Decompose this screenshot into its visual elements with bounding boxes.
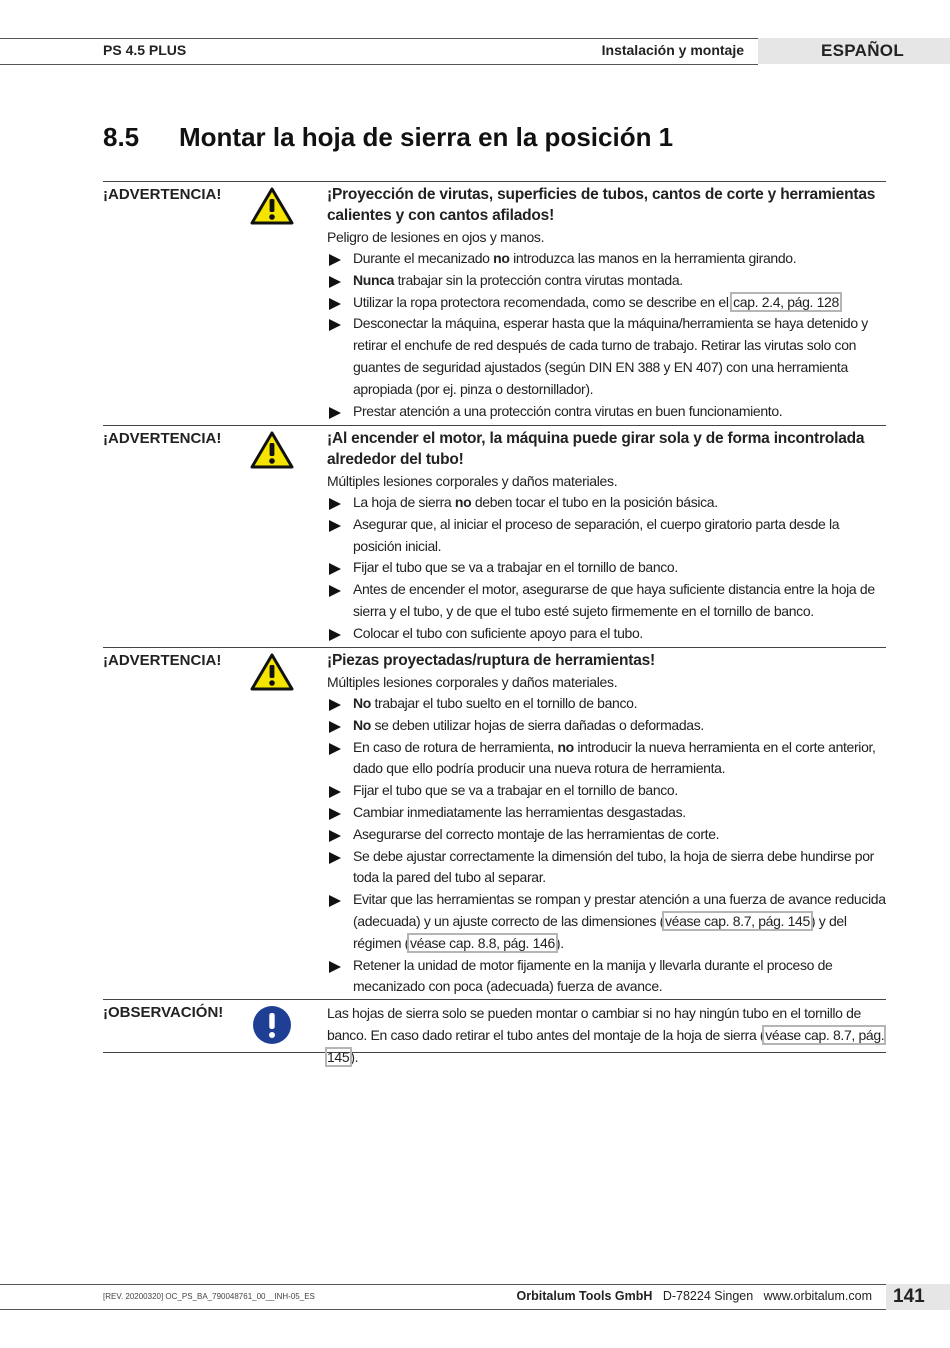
list-item <box>327 737 887 781</box>
arrow-bullet-icon <box>329 852 341 864</box>
list-item <box>327 955 887 999</box>
item-text: Evitar que las herramientas se rompan y prestar atención a una fuerza de avance reducida (adecuada) y un ajuste correcto de las dimensiones ( <box>353 891 886 929</box>
item-text: introduzca las manos en la herramienta girando. <box>509 250 797 266</box>
list-item <box>327 292 887 314</box>
list-item <box>327 824 887 846</box>
list-item <box>327 514 887 558</box>
warning-block-1 <box>103 181 886 419</box>
warning-intro: Múltiples lesiones corporales y daños materiales. <box>327 674 618 690</box>
arrow-bullet-icon <box>329 407 341 419</box>
note-text-part: ). <box>350 1049 359 1065</box>
warning-list <box>327 492 887 645</box>
item-text: Prestar atención a una protección contra virutas en buen funcionamiento. <box>353 402 783 419</box>
item-text: Retener la unidad de motor fijamente en la manija y llevarla durante el proceso de mecanizado con poca (adecuada) fuerza de avance. <box>353 956 833 995</box>
item-text: ). <box>555 934 564 951</box>
item-text: Antes de encender el motor, asegurarse de que haya suficiente distancia entre la hoja de sierra y el tubo, y de que el tubo esté sujeto firmemente en el tornillo de banco. <box>353 581 875 619</box>
warning-list <box>327 693 887 998</box>
arrow-bullet-icon <box>329 629 341 641</box>
note-text-part: Las hojas de sierra solo se pueden montar o cambiar si no hay ningún tubo en el tornillo de banco. En caso dado retirar el tubo antes del montaje de la hoja de sierra ( <box>327 1005 861 1043</box>
list-item <box>327 557 887 579</box>
warning-triangle-icon <box>250 652 294 692</box>
item-text: Fijar el tubo que se va a trabajar en el tornillo de banco. <box>353 782 678 799</box>
company-name: Orbitalum Tools GmbH <box>516 1289 653 1303</box>
arrow-bullet-icon <box>329 961 341 973</box>
item-emphasis: no <box>454 494 472 510</box>
cross-reference-link[interactable]: véase cap. 8.8, pág. 146 <box>409 934 555 951</box>
warning-heading: ¡Al encender el motor, la máquina puede girar sola y de forma incontrolada alrededor del tubo! <box>327 430 865 468</box>
arrow-bullet-icon <box>329 319 341 331</box>
item-text: Se debe ajustar correctamente la dimensión del tubo, la hoja de sierra debe hundirse por toda la pared del tubo al separar. <box>353 847 874 886</box>
warning-triangle-icon <box>250 186 294 226</box>
warning-block-3 <box>103 647 886 995</box>
item-text: Cambiar inmediatamente las herramientas desgastadas. <box>353 803 686 820</box>
item-text: Colocar el tubo con suficiente apoyo para el tubo. <box>353 624 643 641</box>
cross-reference-link[interactable]: véase cap. 8.7, pág. 145 <box>327 1027 885 1065</box>
item-emphasis: no <box>557 738 574 755</box>
item-text: trabajar sin la protección contra virutas montada. <box>394 271 683 288</box>
list-item <box>327 248 887 270</box>
section-title-text: Montar la hoja de sierra en la posición 1 <box>179 122 674 152</box>
arrow-bullet-icon <box>329 498 341 510</box>
warning-label: ¡ADVERTENCIA! <box>103 186 222 203</box>
revision-code: [REV. 20200320] OC_PS_BA_790048761_00__INH-05_ES <box>103 1292 315 1301</box>
arrow-bullet-icon <box>329 585 341 597</box>
arrow-bullet-icon <box>329 699 341 711</box>
section-name: Instalación y montaje <box>601 42 744 58</box>
list-item <box>327 715 887 737</box>
item-text: La hoja de sierra <box>353 494 455 510</box>
footer-rule-bottom <box>0 1309 886 1310</box>
list-item <box>327 579 887 623</box>
list-item <box>327 623 887 645</box>
product-name: PS 4.5 PLUS <box>103 42 187 58</box>
list-item <box>327 401 887 423</box>
item-text: Asegurar que, al iniciar el proceso de separación, el cuerpo giratorio parta desde la posición inicial. <box>353 515 840 554</box>
item-text: deben tocar el tubo en la posición básica. <box>471 494 718 510</box>
item-emphasis: Nunca <box>353 271 395 288</box>
company-website[interactable]: www.orbitalum.com <box>763 1289 872 1303</box>
arrow-bullet-icon <box>329 895 341 907</box>
arrow-bullet-icon <box>329 830 341 842</box>
section-number: 8.5 <box>103 122 140 152</box>
item-text: En caso de rotura de herramienta, <box>353 738 558 755</box>
arrow-bullet-icon <box>329 254 341 266</box>
item-text: introducir la nueva herramienta en el corte anterior, dado que ello podría producir una nueva rotura de herramienta. <box>353 738 876 777</box>
item-emphasis: no <box>493 250 510 266</box>
warning-label: ¡ADVERTENCIA! <box>103 430 222 447</box>
warning-block-2 <box>103 425 886 641</box>
list-item <box>327 780 887 802</box>
header-rule-top <box>0 38 758 39</box>
arrow-bullet-icon <box>329 786 341 798</box>
item-text: Durante el mecanizado <box>353 250 494 266</box>
item-text: se deben utilizar hojas de sierra dañadas o deformadas. <box>370 716 704 733</box>
arrow-bullet-icon <box>329 743 341 755</box>
item-text: Utilizar la ropa protectora recomendada, como se describe en el <box>353 293 733 310</box>
warning-intro: Múltiples lesiones corporales y daños materiales. <box>327 473 618 489</box>
item-text: Fijar el tubo que se va a trabajar en el tornillo de banco. <box>353 559 678 576</box>
exclamation-circle-icon <box>250 1005 294 1045</box>
note-text <box>327 1002 887 1068</box>
cross-reference-link[interactable]: cap. 2.4, pág. 128 <box>733 293 839 310</box>
item-text: Asegurarse del correcto montaje de las herramientas de corte. <box>353 825 720 842</box>
note-label: ¡OBSERVACIÓN! <box>103 1004 224 1021</box>
footer-rule-top <box>0 1284 886 1285</box>
warning-intro: Peligro de lesiones en ojos y manos. <box>327 229 545 245</box>
note-block <box>103 999 886 1065</box>
item-emphasis: No <box>353 695 371 711</box>
warning-heading: ¡Proyección de virutas, superficies de tubos, cantos de corte y herramientas calientes y con cantos afilados! <box>327 186 876 224</box>
page-footer <box>0 1284 950 1310</box>
page-number: 141 <box>893 1286 925 1307</box>
cross-reference-link[interactable]: véase cap. 8.7, pág. 145 <box>664 912 810 929</box>
item-emphasis: No <box>353 716 371 733</box>
arrow-bullet-icon <box>329 721 341 733</box>
arrow-bullet-icon <box>329 563 341 575</box>
arrow-bullet-icon <box>329 276 341 288</box>
item-text: Desconectar la máquina, esperar hasta que la máquina/herramienta se haya detenido y retirar el enchufe de red después de cada turno de trabajo. Retirar las virutas solo con guantes de seguridad ajustados (según DIN EN 388 y EN 407) con una herramienta apropiada (por ej. pinza o destornillador). <box>353 315 868 397</box>
list-item <box>327 492 887 514</box>
warning-list <box>327 248 887 422</box>
warning-triangle-icon <box>250 430 294 470</box>
list-item <box>327 693 887 715</box>
page-header <box>0 38 950 64</box>
list-item <box>327 889 887 954</box>
list-item <box>327 313 887 400</box>
list-item <box>327 846 887 890</box>
arrow-bullet-icon <box>329 520 341 532</box>
header-rule-bottom <box>0 64 758 65</box>
company-info <box>517 1289 872 1303</box>
company-address: D-78224 Singen <box>662 1289 754 1303</box>
language-label: ESPAÑOL <box>821 41 905 60</box>
section-title <box>103 122 673 153</box>
list-item <box>327 270 887 292</box>
arrow-bullet-icon <box>329 298 341 310</box>
item-text: trabajar el tubo suelto en el tornillo de banco. <box>370 695 638 711</box>
arrow-bullet-icon <box>329 808 341 820</box>
item-text: ) y del régimen ( <box>353 912 847 951</box>
list-item <box>327 802 887 824</box>
warning-heading: ¡Piezas proyectadas/ruptura de herramientas! <box>327 652 656 669</box>
warning-label: ¡ADVERTENCIA! <box>103 652 222 669</box>
